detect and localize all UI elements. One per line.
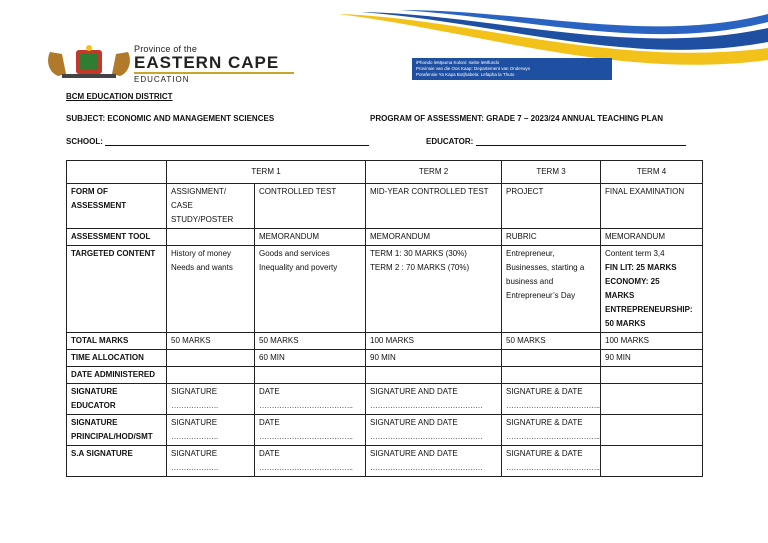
row-label-text: FORM OF [71, 187, 108, 196]
cell-sig-principal-t2[interactable] [366, 415, 502, 446]
row-label-form [67, 184, 167, 229]
cell-text: STUDY/POSTER [171, 215, 234, 224]
signature-line: ……………………………….. [259, 463, 353, 472]
cell-text: DATE [259, 449, 280, 458]
row-label-text: EDUCATOR [71, 401, 116, 410]
header-term3: TERM 3 [502, 161, 601, 184]
cell-text: TERM 1: 30 MARKS (30%) [370, 249, 467, 258]
cell-content-t1a [167, 246, 255, 333]
cell-sig-educator-t4[interactable] [601, 384, 703, 415]
province-big-text: EASTERN CAPE [134, 53, 280, 72]
cell-time-t1b: 60 MIN [255, 350, 366, 367]
cell-total-t1a: 50 MARKS [167, 333, 255, 350]
signature-line: ………………. [171, 401, 218, 410]
cell-text: SIGNATURE & DATE [506, 418, 583, 427]
row-label-text: PRINCIPAL/HOD/SMT [71, 432, 153, 441]
cell-text: SIGNATURE AND DATE [370, 418, 458, 427]
cell-form-t4: FINAL EXAMINATION [601, 184, 703, 229]
cell-text: ENTREPRENEURSHIP: [605, 305, 693, 314]
banner-line: iPhondo leMpuma Koloni: Isebe leMfundo [416, 60, 500, 65]
cell-tool-t1b: MEMORANDUM [255, 229, 366, 246]
cell-form-t1b: CONTROLLED TEST [255, 184, 366, 229]
department-banner [412, 58, 612, 80]
cell-time-t4: 90 MIN [601, 350, 703, 367]
school-field [66, 137, 369, 146]
cell-sig-educator-t1a[interactable] [167, 384, 255, 415]
cell-text: MARKS [605, 291, 635, 300]
cell-time-t3 [502, 350, 601, 367]
cell-sig-educator-t3[interactable] [502, 384, 601, 415]
cell-text: DATE [259, 387, 280, 396]
cell-text: SIGNATURE & DATE [506, 449, 583, 458]
cell-tool-t1a [167, 229, 255, 246]
header-term4: TERM 4 [601, 161, 703, 184]
subject-line: SUBJECT: ECONOMIC AND MANAGEMENT SCIENCES [66, 114, 275, 123]
table-row-date [67, 367, 703, 384]
cell-time-t1a [167, 350, 255, 367]
cell-total-t3: 50 MARKS [502, 333, 601, 350]
program-line: PROGRAM OF ASSESSMENT: GRADE 7 – 2023/24 ANNUAL TEACHING PLAN [370, 114, 664, 123]
cell-text: 50 MARKS [605, 319, 646, 328]
cell-date-t1a[interactable] [167, 367, 255, 384]
table-row-sig-sa [67, 446, 703, 477]
cell-text: SIGNATURE & DATE [506, 387, 583, 396]
cell-text: Goods and services [259, 249, 330, 258]
signature-line: ………………. [171, 463, 218, 472]
table-row-tool [67, 229, 703, 246]
table-row-time [67, 350, 703, 367]
signature-line: ……………………………….. [259, 432, 353, 441]
cell-total-t1b: 50 MARKS [255, 333, 366, 350]
row-label-total: TOTAL MARKS [67, 333, 167, 350]
row-label-text: SIGNATURE [71, 387, 118, 396]
cell-text: business and [506, 277, 554, 286]
cell-total-t2: 100 MARKS [366, 333, 502, 350]
coat-of-arms-logo [44, 44, 134, 80]
row-label-tool: ASSESSMENT TOOL [67, 229, 167, 246]
cell-sig-principal-t1b[interactable] [255, 415, 366, 446]
cell-text: Content term 3,4 [605, 249, 665, 258]
cell-sig-principal-t3[interactable] [502, 415, 601, 446]
header-term2: TERM 2 [366, 161, 502, 184]
cell-text: SIGNATURE [171, 387, 218, 396]
cell-date-t3[interactable] [502, 367, 601, 384]
cell-time-t2: 90 MIN [366, 350, 502, 367]
cell-tool-t4: MEMORANDUM [601, 229, 703, 246]
row-label-time: TIME ALLOCATION [67, 350, 167, 367]
cell-text: TERM 2 : 70 MARKS (70%) [370, 263, 470, 272]
signature-line: ……………………………………… [370, 401, 483, 410]
province-small-text: Province of the [134, 44, 198, 54]
cell-tool-t3: RUBRIC [502, 229, 601, 246]
cell-sig-sa-t2[interactable] [366, 446, 502, 477]
cell-total-t4: 100 MARKS [601, 333, 703, 350]
row-label-sig-educator [67, 384, 167, 415]
cell-form-t1a [167, 184, 255, 229]
cell-text: CASE [171, 201, 193, 210]
cell-text: Inequality and poverty [259, 263, 338, 272]
table-row-sig-principal [67, 415, 703, 446]
signature-line: ……………………………….. [259, 401, 353, 410]
cell-text: SIGNATURE [171, 449, 218, 458]
educator-field [426, 137, 686, 146]
educator-label: EDUCATOR: [426, 137, 474, 146]
cell-text: Entrepreneur’s Day [506, 291, 576, 300]
row-label-text: SIGNATURE [71, 418, 118, 427]
cell-sig-sa-t1a[interactable] [167, 446, 255, 477]
cell-text: History of money [171, 249, 232, 258]
row-label-sig-principal [67, 415, 167, 446]
signature-line: ……………………………….. [506, 463, 600, 472]
signature-line: ……………………………….. [506, 401, 600, 410]
cell-text: Businesses, starting a [506, 263, 585, 272]
table-row-form [67, 184, 703, 229]
cell-date-t2[interactable] [366, 367, 502, 384]
signature-line: ………………. [171, 432, 218, 441]
assessment-table [66, 160, 703, 477]
cell-text: ASSIGNMENT/ [171, 187, 227, 196]
row-label-content: TARGETED CONTENT [67, 246, 167, 333]
row-label-text: ASSESSMENT [71, 201, 127, 210]
row-label-sig-sa: S.A SIGNATURE [67, 446, 167, 477]
cell-form-t2: MID-YEAR CONTROLLED TEST [366, 184, 502, 229]
cell-tool-t2: MEMORANDUM [366, 229, 502, 246]
signature-line: ……………………………….. [506, 432, 600, 441]
table-row-sig-educator [67, 384, 703, 415]
banner-line: Provinsie van die Oos Kaap: Departement van Onderwys [416, 66, 531, 71]
table-row-content [67, 246, 703, 333]
cell-date-t4[interactable] [601, 367, 703, 384]
educator-blank[interactable] [476, 137, 686, 146]
cell-content-t3 [502, 246, 601, 333]
cell-sig-sa-t3[interactable] [502, 446, 601, 477]
header-empty-cell [67, 161, 167, 184]
cell-content-t1b [255, 246, 366, 333]
banner-line: Porafensie Ya Kapa Botjhabela: Lefapha la Thuto [416, 72, 515, 77]
province-wordmark [134, 45, 294, 84]
cell-text: DATE [259, 418, 280, 427]
cell-text: SIGNATURE AND DATE [370, 449, 458, 458]
table-header-row [67, 161, 703, 184]
cell-date-t1b[interactable] [255, 367, 366, 384]
cell-text: FIN LIT: 25 MARKS [605, 263, 677, 272]
cell-text: Entrepreneur, [506, 249, 555, 258]
cell-text: Needs and wants [171, 263, 233, 272]
cell-sig-principal-t1a[interactable] [167, 415, 255, 446]
cell-form-t3: PROJECT [502, 184, 601, 229]
cell-content-t4 [601, 246, 703, 333]
row-label-date: DATE ADMINISTERED [67, 367, 167, 384]
signature-line: ……………………………………… [370, 463, 483, 472]
table-row-total [67, 333, 703, 350]
cell-text: SIGNATURE AND DATE [370, 387, 458, 396]
cell-sig-principal-t4[interactable] [601, 415, 703, 446]
cell-sig-educator-t2[interactable] [366, 384, 502, 415]
cell-sig-sa-t4[interactable] [601, 446, 703, 477]
header-term1: TERM 1 [167, 161, 366, 184]
cell-content-t2 [366, 246, 502, 333]
school-label: SCHOOL: [66, 137, 103, 146]
cell-text: ECONOMY: 25 [605, 277, 660, 286]
province-edu-text: EDUCATION [134, 75, 190, 84]
cell-sig-educator-t1b[interactable] [255, 384, 366, 415]
cell-text: SIGNATURE [171, 418, 218, 427]
school-blank[interactable] [105, 137, 369, 146]
cell-sig-sa-t1b[interactable] [255, 446, 366, 477]
divider [134, 72, 294, 74]
district-title: BCM EDUCATION DISTRICT [66, 92, 173, 101]
signature-line: ……………………………………… [370, 432, 483, 441]
